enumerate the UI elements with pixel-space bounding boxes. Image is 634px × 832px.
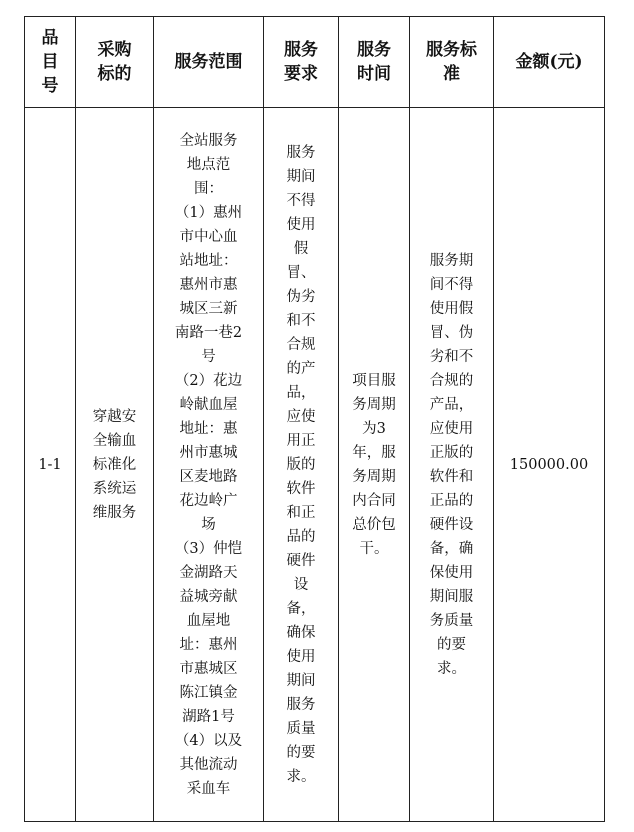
text-line: 确保 <box>286 624 316 641</box>
text-line: 花边岭广 <box>179 492 238 509</box>
text-line: 应使 <box>286 408 316 425</box>
text-line: 服务 <box>286 696 316 713</box>
text-line: 全输血 <box>92 432 137 449</box>
text-line: 保使用 <box>429 564 474 581</box>
text-line: 合规 <box>286 336 316 353</box>
text-line: 标准化 <box>92 456 137 473</box>
text-line: 站地址： <box>179 252 238 269</box>
text-line: 和不 <box>286 312 316 329</box>
text-line: 求。 <box>437 660 466 677</box>
text-line: 要求 <box>284 64 318 84</box>
text-line: 湖路1号 <box>182 708 235 725</box>
cell-standard <box>410 108 494 822</box>
text-line: （1）惠州 <box>174 204 243 221</box>
text-line: 号 <box>201 348 216 365</box>
text-line: 设 <box>293 576 309 593</box>
text-line: 产品， <box>429 396 474 413</box>
text-line: 金额(元) <box>515 52 583 72</box>
text-line: 备，确 <box>429 540 474 557</box>
text-line: 不得 <box>286 192 316 209</box>
text-line: 益城旁献 <box>179 588 238 605</box>
text-line: 软件和 <box>429 468 474 485</box>
text-line: 软件 <box>286 480 316 497</box>
text-line: 服务 <box>284 40 318 60</box>
text-line: 和正 <box>286 504 316 521</box>
text-line: 期间 <box>286 672 316 689</box>
text-line: 标的 <box>97 64 132 84</box>
text-line: 服务期 <box>429 252 474 269</box>
cell-scope <box>154 108 264 822</box>
text-line: 其他流动 <box>179 756 238 773</box>
header-amount <box>494 17 605 108</box>
text-line: 陈江镇金 <box>179 684 238 701</box>
text-line: 穿越安 <box>92 408 137 425</box>
text-line: 品， <box>286 384 316 401</box>
procurement-table <box>24 16 605 822</box>
text-line: 服务标 <box>426 40 477 60</box>
text-line: 服务范围 <box>174 52 243 72</box>
text-line: （2）花边 <box>174 372 243 389</box>
text-line: 服务 <box>286 144 316 161</box>
text-line: 址：惠州 <box>179 636 238 653</box>
text-line: 求。 <box>286 768 316 785</box>
text-line: 目 <box>41 52 59 72</box>
text-line: 为3 <box>362 420 386 437</box>
text-line: 年，服 <box>352 444 396 461</box>
text-line: 用正 <box>286 432 316 449</box>
text-line: 备， <box>286 600 316 617</box>
text-line: 州市惠城 <box>179 444 238 461</box>
text-line: 质量 <box>286 720 316 737</box>
text-line: 地点范 <box>186 156 231 173</box>
text-line: 号 <box>41 76 59 96</box>
cell-amount: 150000.00 <box>494 108 605 822</box>
text-line: 项目服 <box>352 372 396 389</box>
text-line: 品的 <box>286 528 316 545</box>
table-row <box>25 108 605 822</box>
text-line: 围： <box>194 180 223 197</box>
text-line: 时间 <box>357 64 391 84</box>
text-line: 系统运 <box>92 480 137 497</box>
text-line: 岭献血屋 <box>179 396 238 413</box>
text-line: 血屋地 <box>186 612 231 629</box>
text-line: （4）以及 <box>174 732 243 749</box>
text-line: 总价包 <box>352 516 396 533</box>
header-item-no <box>25 17 76 108</box>
text-line: 假 <box>293 240 309 257</box>
cell-target <box>76 108 154 822</box>
text-line: 劣和不 <box>429 348 474 365</box>
text-line: 干。 <box>359 540 389 557</box>
text-line: 全站服务 <box>179 132 238 149</box>
text-line: 城区三新 <box>179 300 238 317</box>
text-line: 的要 <box>286 744 316 761</box>
text-line: 南路一巷2 <box>174 324 243 341</box>
cell-requirement <box>264 108 339 822</box>
text-line: 版的 <box>286 456 316 473</box>
text-line: 伪劣 <box>286 288 316 305</box>
text-line: 使用 <box>286 648 316 665</box>
text-line: 期间 <box>286 168 316 185</box>
header-time <box>339 17 410 108</box>
text-line: 硬件设 <box>429 516 474 533</box>
header-requirement <box>264 17 339 108</box>
text-line: 正版的 <box>429 444 474 461</box>
text-line: 正品的 <box>429 492 474 509</box>
text-line: 期间服 <box>429 588 474 605</box>
text-line: 场 <box>201 516 216 533</box>
text-line: 市中心血 <box>179 228 238 245</box>
text-line: 采血车 <box>186 780 231 797</box>
text-line: 使用 <box>286 216 316 233</box>
text-line: 内合同 <box>352 492 396 509</box>
text-line: 合规的 <box>429 372 474 389</box>
text-line: 准 <box>443 64 460 84</box>
text-line: 市惠城区 <box>179 660 238 677</box>
text-line: 间不得 <box>429 276 474 293</box>
cell-item-no: 1-1 <box>25 108 76 822</box>
text-line: 硬件 <box>286 552 316 569</box>
text-line: 务周期 <box>352 468 396 485</box>
cell-time <box>339 108 410 822</box>
text-line: 应使用 <box>429 420 474 437</box>
text-line: 采购 <box>97 40 132 60</box>
header-row <box>25 17 605 108</box>
header-scope <box>154 17 264 108</box>
text-line: 冒、 <box>286 264 316 281</box>
text-line: 冒、伪 <box>429 324 474 341</box>
text-line: 维服务 <box>92 504 137 521</box>
text-line: 惠州市惠 <box>179 276 238 293</box>
header-target <box>76 17 154 108</box>
header-standard <box>410 17 494 108</box>
text-line: 区麦地路 <box>179 468 238 485</box>
text-line: 地址：惠 <box>179 420 238 437</box>
text-line: 金湖路天 <box>179 564 238 581</box>
text-line: 的产 <box>286 360 316 377</box>
text-line: 的要 <box>437 636 466 653</box>
text-line: （3）仲恺 <box>174 540 243 557</box>
text-line: 务质量 <box>429 612 474 629</box>
text-line: 服务 <box>357 40 391 60</box>
text-line: 务周期 <box>352 396 396 413</box>
text-line: 使用假 <box>429 300 474 317</box>
text-line: 品 <box>41 28 59 48</box>
